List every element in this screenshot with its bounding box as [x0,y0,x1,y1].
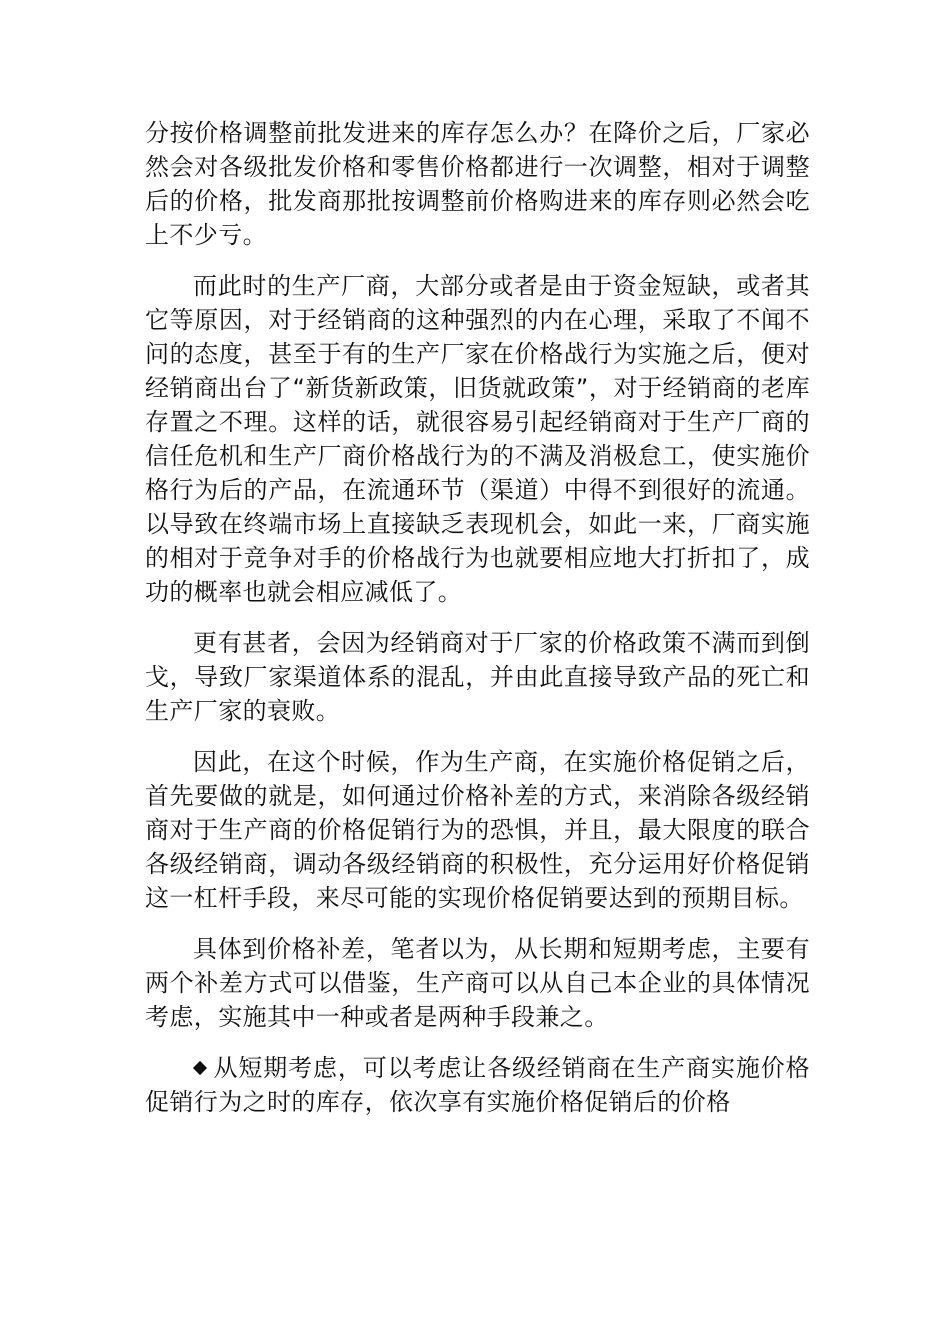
bullet-item [145,1051,810,1119]
paragraph-4: 因此，在这个时候，作为生产商，在实施价格促销之后，首先要做的就是，如何通过价格补差的方式，来消除各级经销商对于生产商的价格促销行为的恐惧，并且，最大限度的联合各级经销商，调动各级经销商的积极性，充分运用好价格促销这一杠杆手段，来尽可能的实现价格促销要达到的预期目标。 [145,748,810,912]
document-page [145,116,810,1119]
diamond-bullet-icon [193,1061,207,1075]
paragraph-3: 更有甚者，会因为经销商对于厂家的价格政策不满而到倒戈，导致厂家渠道体系的混乱，并由此直接导致产品的死亡和生产厂家的衰败。 [145,629,810,725]
paragraph-5: 具体到价格补差，笔者以为，从长期和短期考虑，主要有两个补差方式可以借鉴，生产商可以从自己本企业的具体情况考虑，实施其中一种或者是两种手段兼之。 [145,935,810,1031]
paragraph-1: 分按价格调整前批发进来的库存怎么办？在降价之后，厂家必然会对各级批发价格和零售价格都进行一次调整，相对于调整后的价格，批发商那批按调整前价格购进来的库存则必然会吃上不少亏。 [145,119,810,249]
bullet-text: 从短期考虑，可以考虑让各级经销商在生产商实施价格促销行为之时的库存，依次享有实施价格促销后的价格 [145,1054,810,1116]
paragraph-2: 而此时的生产厂商，大部分或者是由于资金短缺，或者其它等原因，对于经销商的这种强烈的内在心理，采取了不闻不问的态度，甚至于有的生产厂家在价格战行为实施之后，便对经销商出台了“新货新政策，旧货就政策”，对于经销商的老库存置之不理。这样的话，就很容易引起经销商对于生产厂商的信任危机和生产厂商价格战行为的不满及消极怠工，使实施价格行为后的产品，在流通环节（渠道）中得不到很好的流通。以导致在终端市场上直接缺乏表现机会，如此一来，厂商实施的相对于竞争对手的价格战行为也就要相应地大打折扣了，成功的概率也就会相应减低了。 [145,272,810,606]
